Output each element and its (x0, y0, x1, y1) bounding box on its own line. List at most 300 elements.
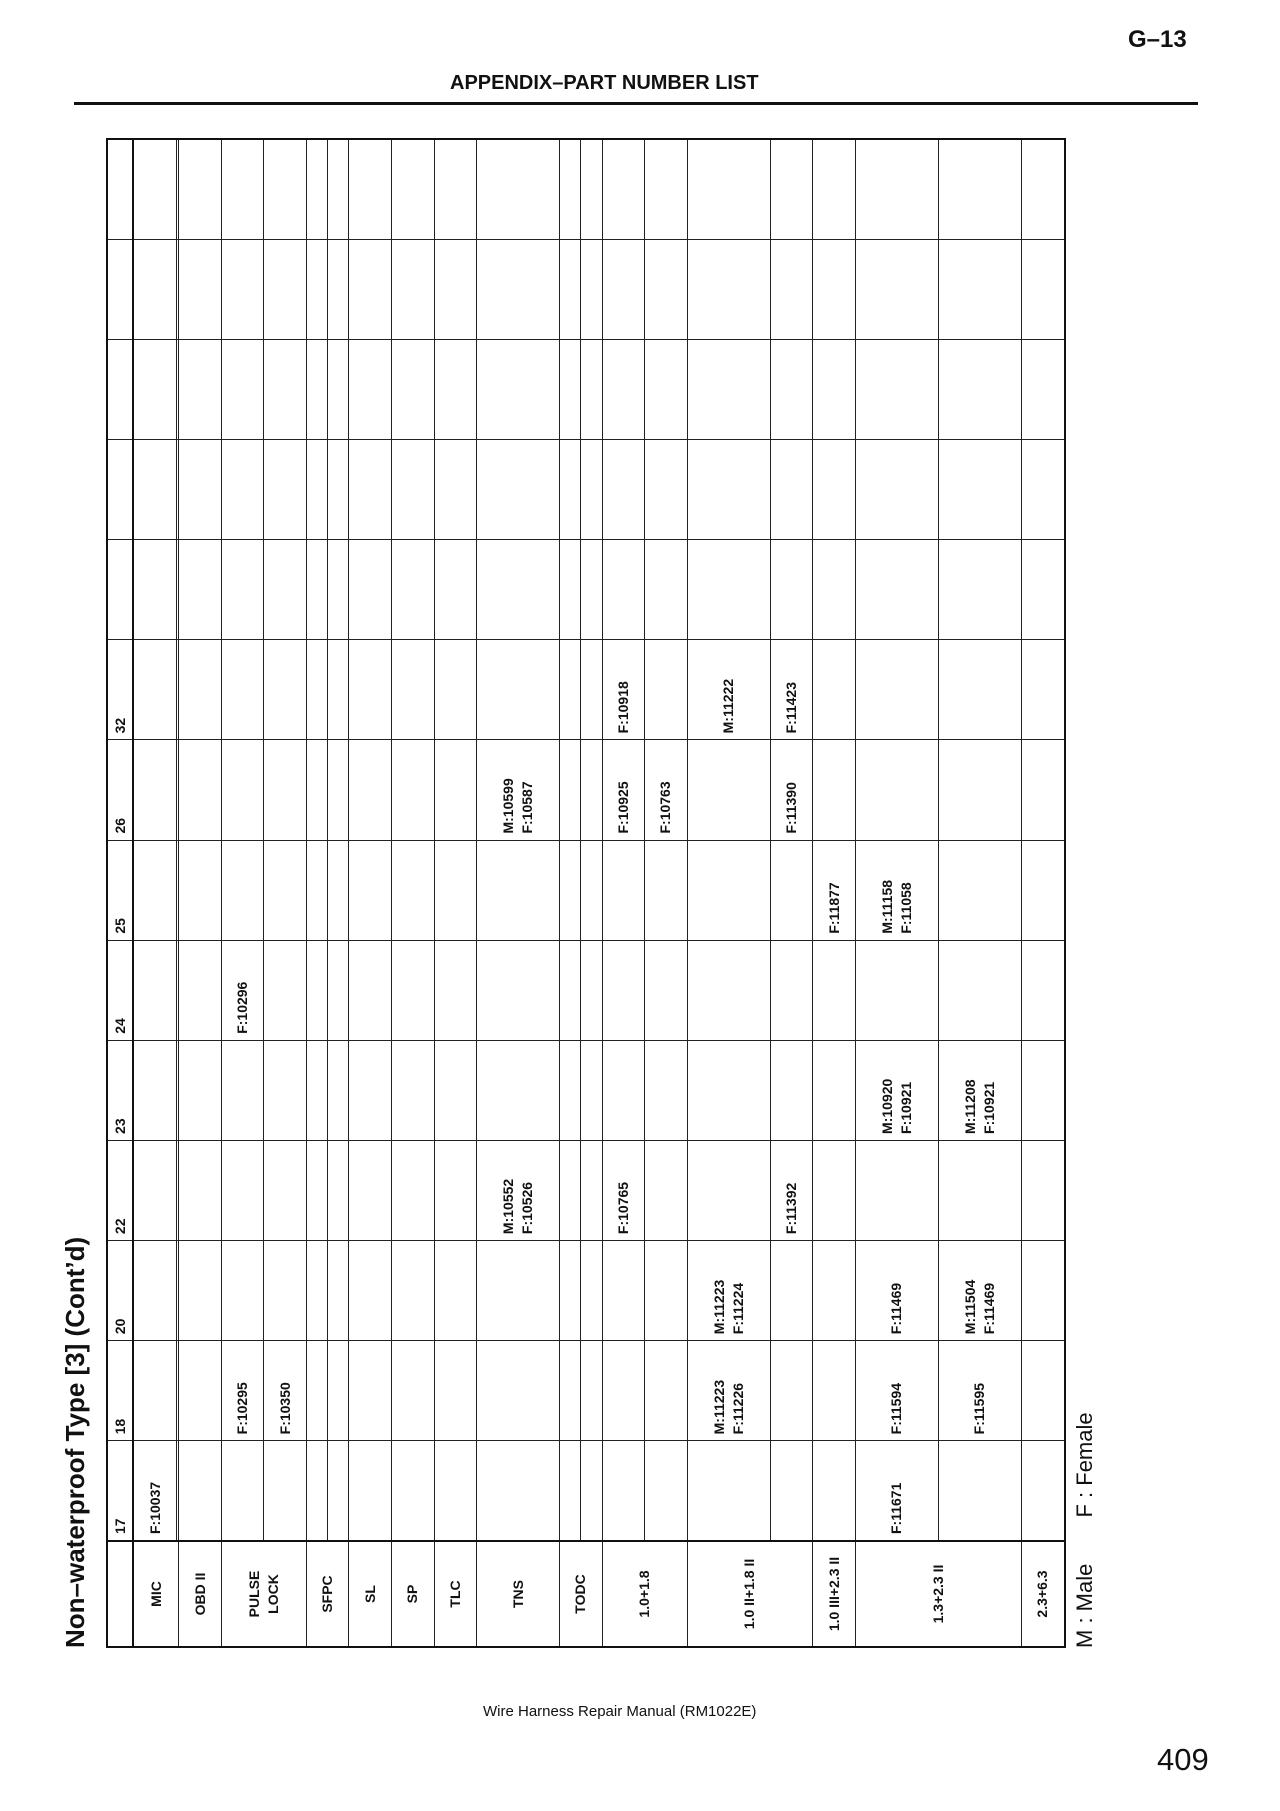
table-cell (477, 940, 560, 1040)
table-cell (938, 640, 1021, 740)
table-cell (133, 339, 177, 439)
table-cell (687, 640, 770, 740)
table-cell (349, 439, 392, 539)
table-cell (581, 940, 602, 1040)
table-cell (477, 139, 560, 239)
table-cell (1021, 740, 1065, 840)
table-cell (264, 239, 307, 339)
table-cell (560, 1241, 581, 1341)
part-number: F:11877 (825, 882, 842, 934)
table-cell (770, 139, 813, 239)
table-cell (221, 1341, 264, 1441)
table-cell (813, 1441, 856, 1541)
part-number: F:11595 (971, 1382, 988, 1435)
table-title: Non–waterproof Type [3] (Cont’d) (60, 1236, 90, 1648)
table-cell (477, 540, 560, 640)
table-cell (560, 640, 581, 740)
rotated-table-area (60, 138, 1120, 1648)
table-cell (938, 1140, 1021, 1240)
table-cell (477, 740, 560, 840)
table-cell (813, 139, 856, 239)
table-cell (855, 339, 938, 439)
table-cell (687, 439, 770, 539)
table-cell (391, 1241, 434, 1341)
table-cell (349, 840, 392, 940)
table-cell (645, 1040, 688, 1140)
table-cell (391, 540, 434, 640)
row-label-line: TLC (446, 1580, 463, 1608)
table-cell (770, 1441, 813, 1541)
part-number: M:11222 (720, 678, 737, 734)
table-row (328, 139, 349, 1647)
table-cell (687, 1341, 770, 1441)
table-cell (434, 740, 477, 840)
table-cell (264, 439, 307, 539)
table-cell (477, 1441, 560, 1541)
table-cell (602, 239, 645, 339)
table-cell (581, 239, 602, 339)
table-cell (306, 1040, 327, 1140)
table-cell (264, 1040, 307, 1140)
page-footer: Wire Harness Repair Manual (RM1022E) (483, 1703, 757, 1720)
table-cell (1021, 1040, 1065, 1140)
table-cell (581, 840, 602, 940)
table-cell (687, 139, 770, 239)
table-cell (264, 139, 307, 239)
column-header-row (107, 139, 133, 1647)
table-cell (133, 940, 177, 1040)
table-cell (855, 139, 938, 239)
legend-female: F : Female (1072, 1412, 1097, 1518)
row-label-line: OBD II (191, 1572, 208, 1616)
part-number: F:11423 (782, 682, 799, 734)
corner-cell (107, 1541, 133, 1647)
table-cell (434, 139, 477, 239)
table-cell (391, 439, 434, 539)
table-row (1021, 139, 1065, 1647)
table-cell (221, 740, 264, 840)
table-cell (434, 339, 477, 439)
table-cell (349, 1341, 392, 1441)
table-cell (602, 840, 645, 940)
table-cell (581, 1040, 602, 1140)
table-body (133, 139, 1065, 1647)
table-cell (349, 239, 392, 339)
table-cell (179, 339, 222, 439)
table-cell (179, 1341, 222, 1441)
table-cell (477, 439, 560, 539)
row-label (133, 1541, 179, 1647)
table-cell (133, 840, 177, 940)
table-cell (687, 1241, 770, 1341)
table-cell (133, 1040, 177, 1140)
table-cell (133, 540, 177, 640)
table-cell (687, 339, 770, 439)
table-row (687, 139, 770, 1647)
table-cell (602, 1341, 645, 1441)
part-number: F:11390 (782, 782, 799, 834)
row-label (813, 1541, 856, 1647)
table-cell (602, 339, 645, 439)
legend-male: M : Male (1072, 1563, 1097, 1648)
table-cell (328, 1140, 349, 1240)
table-cell (306, 1241, 327, 1341)
table-cell (645, 1140, 688, 1240)
table-cell (581, 1140, 602, 1240)
part-number: M:11208 (961, 1079, 978, 1134)
table-cell (602, 1040, 645, 1140)
table-cell (1021, 540, 1065, 640)
row-label (221, 1541, 306, 1647)
table-cell (328, 740, 349, 840)
row-label (477, 1541, 560, 1647)
row-label-line: 1.0 III+2.3 II (825, 1556, 842, 1632)
table-cell (560, 339, 581, 439)
table-row (306, 139, 327, 1647)
table-cell (391, 940, 434, 1040)
table-cell (349, 139, 392, 239)
table-cell (328, 139, 349, 239)
table-row (581, 139, 602, 1647)
table-cell (938, 740, 1021, 840)
row-label-line: TODC (572, 1574, 589, 1614)
table-cell (328, 239, 349, 339)
table-cell (1021, 1341, 1065, 1441)
column-header (107, 239, 133, 339)
row-label (434, 1541, 477, 1647)
table-cell (391, 1441, 434, 1541)
table-cell (645, 740, 688, 840)
table-cell (264, 840, 307, 940)
table-cell (687, 940, 770, 1040)
row-label (349, 1541, 392, 1647)
table-cell (855, 239, 938, 339)
row-label-line: SP (404, 1584, 421, 1604)
table-cell (328, 540, 349, 640)
table-cell (560, 740, 581, 840)
table-row (855, 139, 938, 1647)
table-cell (133, 1241, 177, 1341)
table-cell (221, 1140, 264, 1240)
table-cell (306, 840, 327, 940)
table-cell (602, 439, 645, 539)
part-number: F:11226 (729, 1382, 746, 1435)
table-cell (813, 840, 856, 940)
table-row (602, 139, 645, 1647)
table-cell (306, 540, 327, 640)
table-cell (221, 339, 264, 439)
table-cell (581, 1241, 602, 1341)
table-row (645, 139, 688, 1647)
table-cell (813, 1241, 856, 1341)
row-label (179, 1541, 222, 1647)
table-cell (938, 840, 1021, 940)
row-label-line: 1.0+1.8 (636, 1570, 653, 1618)
table-cell (221, 940, 264, 1040)
table-cell (770, 840, 813, 940)
table-cell (264, 1441, 307, 1541)
table-row (133, 139, 177, 1647)
table-cell (306, 439, 327, 539)
part-number: M:10599 (500, 778, 517, 834)
table-cell (770, 439, 813, 539)
table-cell (264, 1241, 307, 1341)
column-header: 18 (107, 1341, 133, 1441)
table-cell (560, 1040, 581, 1140)
column-header (107, 339, 133, 439)
table-cell (938, 1241, 1021, 1341)
table-cell (645, 540, 688, 640)
table-cell (938, 439, 1021, 539)
table-cell (813, 1140, 856, 1240)
table-cell (938, 540, 1021, 640)
table-cell (179, 1241, 222, 1341)
table-cell (306, 940, 327, 1040)
table-cell (221, 439, 264, 539)
table-cell (349, 1140, 392, 1240)
part-number: F:11469 (888, 1282, 905, 1335)
table-cell (221, 239, 264, 339)
table-cell (560, 840, 581, 940)
table-cell (770, 1241, 813, 1341)
table-cell (328, 640, 349, 740)
part-number: F:10295 (234, 1382, 251, 1435)
column-header: 23 (107, 1040, 133, 1140)
table-cell (687, 840, 770, 940)
table-cell (328, 840, 349, 940)
table-cell (581, 1341, 602, 1441)
table-row (221, 139, 264, 1647)
part-number: F:10921 (980, 1081, 997, 1134)
table-cell (221, 1040, 264, 1140)
part-number: F:11392 (782, 1182, 799, 1235)
table-cell (687, 1441, 770, 1541)
table-cell (349, 540, 392, 640)
table-cell (391, 239, 434, 339)
table-cell (602, 1441, 645, 1541)
column-header: 22 (107, 1140, 133, 1240)
table-cell (477, 239, 560, 339)
table-cell (349, 339, 392, 439)
part-number: M:11223 (710, 1379, 727, 1435)
column-header: 25 (107, 840, 133, 940)
table-row (179, 139, 222, 1647)
part-number: M:11158 (878, 879, 895, 934)
table-row (477, 139, 560, 1647)
row-label-line: LOCK (264, 1574, 281, 1614)
table-cell (328, 940, 349, 1040)
table-cell (602, 640, 645, 740)
table-cell (602, 139, 645, 239)
table-cell (221, 640, 264, 740)
table-cell (133, 139, 177, 239)
table-cell (179, 640, 222, 740)
table-cell (1021, 1140, 1065, 1240)
part-number: M:11223 (710, 1279, 727, 1335)
table-cell (391, 1341, 434, 1441)
table-cell (938, 1441, 1021, 1541)
table-cell (221, 1441, 264, 1541)
table-cell (306, 1140, 327, 1240)
table-cell (687, 239, 770, 339)
table-cell (391, 339, 434, 439)
table-cell (477, 1140, 560, 1240)
table-cell (133, 1441, 177, 1541)
table-cell (264, 1140, 307, 1240)
table-cell (179, 139, 222, 239)
table-cell (813, 239, 856, 339)
row-label-line: SL (361, 1585, 378, 1603)
table-cell (434, 640, 477, 740)
table-cell (264, 339, 307, 439)
page-code: G–13 (1128, 26, 1187, 53)
part-number: F:10587 (519, 781, 536, 834)
table-cell (264, 740, 307, 840)
row-label-line: SFPC (319, 1575, 336, 1613)
table-cell (770, 1140, 813, 1240)
table-row (391, 139, 434, 1647)
table-cell (581, 740, 602, 840)
table-cell (179, 940, 222, 1040)
table-cell (179, 740, 222, 840)
table-cell (560, 439, 581, 539)
part-number: F:11058 (897, 882, 914, 934)
table-cell (391, 139, 434, 239)
table-row (349, 139, 392, 1647)
table-cell (581, 540, 602, 640)
table-cell (391, 1140, 434, 1240)
table-cell (179, 1140, 222, 1240)
table-cell (221, 540, 264, 640)
row-label-line: MIC (147, 1581, 164, 1607)
table-cell (687, 1040, 770, 1140)
table-cell (434, 540, 477, 640)
table-cell (221, 840, 264, 940)
table-cell (477, 1241, 560, 1341)
row-label (602, 1541, 687, 1647)
table-row (264, 139, 307, 1647)
table-cell (581, 139, 602, 239)
table-cell (391, 640, 434, 740)
table-cell (770, 1040, 813, 1140)
table-cell (306, 640, 327, 740)
table-cell (221, 139, 264, 239)
table-cell (770, 339, 813, 439)
table-cell (434, 239, 477, 339)
table-cell (306, 239, 327, 339)
table-cell (645, 1341, 688, 1441)
table-cell (855, 1441, 938, 1541)
table-cell (328, 439, 349, 539)
table-row (560, 139, 581, 1647)
table-cell (813, 1040, 856, 1140)
table-cell (434, 1040, 477, 1140)
table-cell (855, 740, 938, 840)
table-row (770, 139, 813, 1647)
table-cell (645, 439, 688, 539)
table-cell (306, 139, 327, 239)
table-cell (602, 1241, 645, 1341)
row-label (687, 1541, 813, 1647)
table-cell (391, 740, 434, 840)
table-cell (938, 239, 1021, 339)
part-number: M:10552 (500, 1178, 517, 1235)
table-cell (938, 339, 1021, 439)
part-number: F:11224 (729, 1282, 746, 1335)
table-cell (1021, 640, 1065, 740)
part-number: F:10037 (146, 1481, 163, 1534)
part-number: F:10921 (897, 1081, 914, 1134)
table-cell (349, 740, 392, 840)
table-cell (133, 239, 177, 339)
table-cell (687, 740, 770, 840)
table-cell (434, 940, 477, 1040)
part-number: F:10765 (614, 1181, 631, 1235)
table-cell (938, 1040, 1021, 1140)
table-cell (179, 1040, 222, 1140)
table-cell (855, 1341, 938, 1441)
table-row (938, 139, 1021, 1647)
part-number: F:10296 (234, 981, 251, 1034)
column-header (107, 439, 133, 539)
part-number-table (106, 138, 1066, 1648)
table-cell (602, 540, 645, 640)
column-header: 17 (107, 1441, 133, 1541)
part-number: M:10920 (878, 1078, 895, 1134)
table-cell (560, 239, 581, 339)
table-cell (645, 139, 688, 239)
row-label-line: 1.3+2.3 II (929, 1564, 946, 1624)
row-label-line: 1.0 II+1.8 II (741, 1558, 758, 1630)
table-cell (645, 1441, 688, 1541)
part-number: F:10763 (657, 781, 674, 834)
table-cell (1021, 139, 1065, 239)
part-number: F:11469 (980, 1282, 997, 1335)
table-cell (221, 1241, 264, 1341)
table-cell (813, 339, 856, 439)
table-cell (434, 1441, 477, 1541)
table-cell (477, 339, 560, 439)
table-cell (602, 1140, 645, 1240)
table-cell (328, 1040, 349, 1140)
table-cell (328, 1441, 349, 1541)
table-cell (434, 1341, 477, 1441)
row-label (560, 1541, 603, 1647)
part-number: F:11594 (888, 1382, 905, 1435)
part-number: F:11671 (888, 1482, 905, 1534)
table-cell (938, 1341, 1021, 1441)
table-row (813, 139, 856, 1647)
table-cell (328, 339, 349, 439)
table-cell (581, 640, 602, 740)
table-cell (391, 1040, 434, 1140)
table-cell (133, 1140, 177, 1240)
table-cell (855, 1140, 938, 1240)
table-cell (349, 1040, 392, 1140)
table-cell (560, 1341, 581, 1441)
table-cell (560, 940, 581, 1040)
table-cell (645, 840, 688, 940)
table-cell (813, 1341, 856, 1441)
table-cell (434, 1140, 477, 1240)
table-cell (770, 1341, 813, 1441)
table-cell (1021, 1241, 1065, 1341)
table-cell (645, 640, 688, 740)
column-header: 24 (107, 940, 133, 1040)
table-cell (391, 840, 434, 940)
table-cell (434, 1241, 477, 1341)
table-cell (179, 439, 222, 539)
